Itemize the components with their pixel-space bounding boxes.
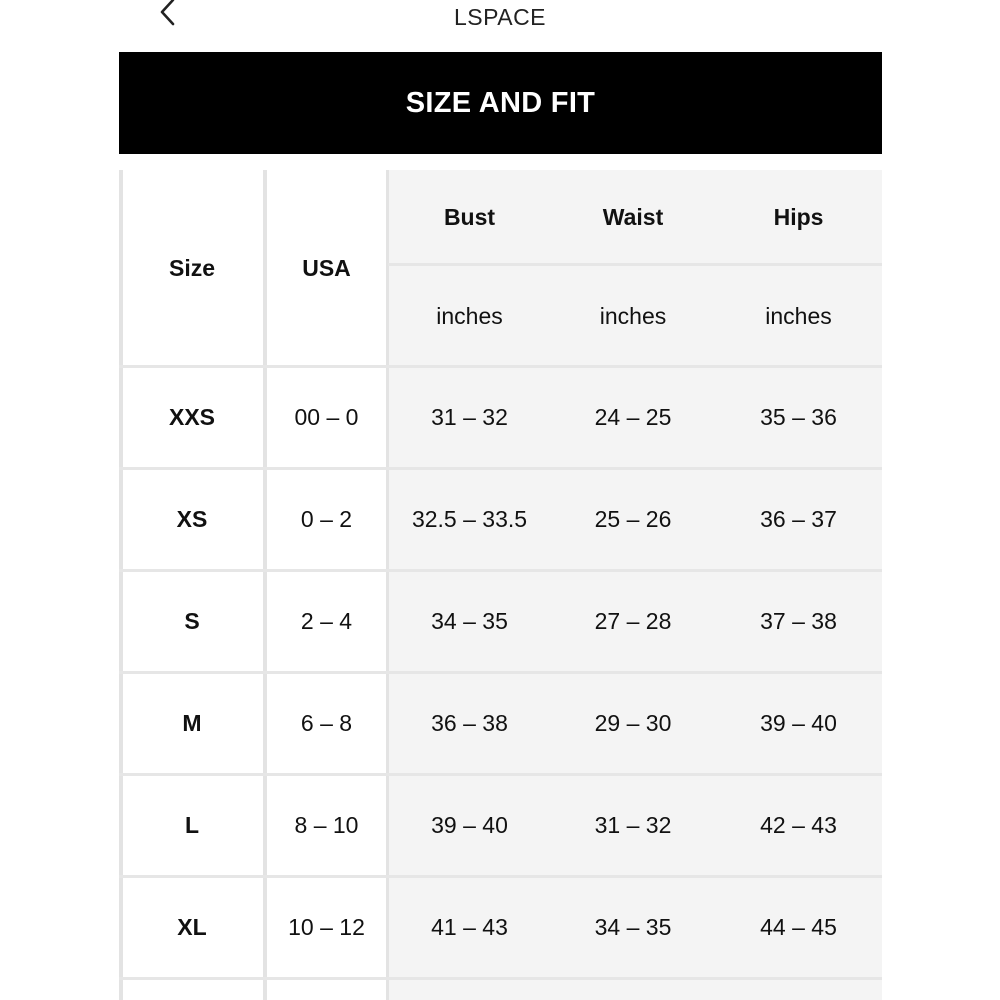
row-partial (119, 978, 265, 1000)
row-divider (119, 365, 882, 368)
unit-bust: inches (388, 266, 551, 366)
row-waist: 31 – 32 (551, 774, 715, 876)
row-hips: 35 – 36 (715, 366, 882, 468)
row-size: XL (119, 876, 265, 978)
header-usa: USA (265, 170, 388, 366)
row-usa: 0 – 2 (265, 468, 388, 570)
row-bust: 41 – 43 (388, 876, 551, 978)
unit-waist: inches (551, 266, 715, 366)
unit-hips: inches (715, 266, 882, 366)
header-size: Size (119, 170, 265, 366)
row-usa: 10 – 12 (265, 876, 388, 978)
row-bust: 36 – 38 (388, 672, 551, 774)
size-chart-table (119, 170, 882, 1000)
row-waist: 29 – 30 (551, 672, 715, 774)
row-size: M (119, 672, 265, 774)
row-size: S (119, 570, 265, 672)
row-hips: 37 – 38 (715, 570, 882, 672)
banner-title: SIZE AND FIT (405, 86, 596, 119)
row-usa: 00 – 0 (265, 366, 388, 468)
row-partial (265, 978, 388, 1000)
row-hips: 42 – 43 (715, 774, 882, 876)
header-waist: Waist (551, 170, 715, 264)
row-divider (119, 671, 882, 674)
row-hips: 36 – 37 (715, 468, 882, 570)
header-bust: Bust (388, 170, 551, 264)
row-bust: 31 – 32 (388, 366, 551, 468)
row-size: XS (119, 468, 265, 570)
row-usa: 6 – 8 (265, 672, 388, 774)
row-usa: 8 – 10 (265, 774, 388, 876)
row-size: L (119, 774, 265, 876)
row-divider (119, 569, 882, 572)
row-divider (119, 773, 882, 776)
header-hips: Hips (715, 170, 882, 264)
row-waist: 34 – 35 (551, 876, 715, 978)
row-usa: 2 – 4 (265, 570, 388, 672)
row-bust: 34 – 35 (388, 570, 551, 672)
size-fit-banner (119, 52, 882, 154)
row-hips: 39 – 40 (715, 672, 882, 774)
row-partial (388, 978, 882, 1000)
row-waist: 24 – 25 (551, 366, 715, 468)
header-subdivider (388, 263, 882, 266)
row-waist: 27 – 28 (551, 570, 715, 672)
row-bust: 32.5 – 33.5 (388, 468, 551, 570)
row-hips: 44 – 45 (715, 876, 882, 978)
row-divider (119, 875, 882, 878)
row-divider (119, 977, 882, 980)
row-divider (119, 467, 882, 470)
row-bust: 39 – 40 (388, 774, 551, 876)
row-waist: 25 – 26 (551, 468, 715, 570)
row-size: XXS (119, 366, 265, 468)
brand-title: LSPACE (453, 4, 547, 30)
